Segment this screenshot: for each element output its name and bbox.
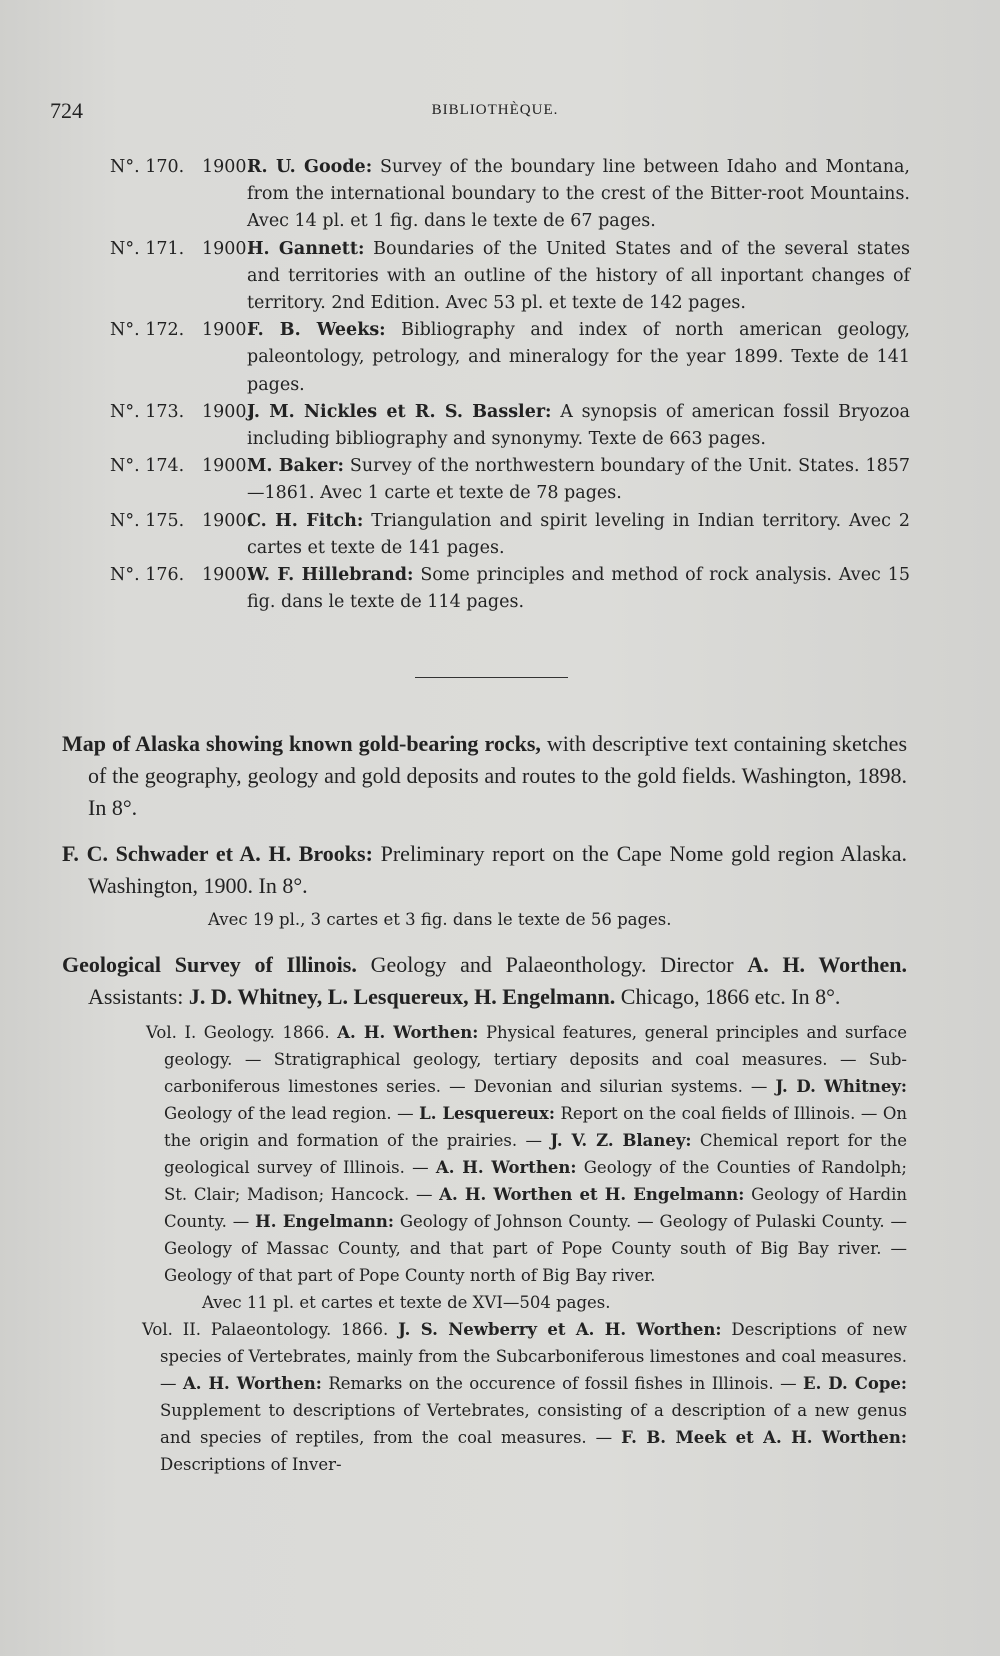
entry-text: A synopsis of american fossil Bryozoa including bibliography and synonymy. Texte de 663 pages. bbox=[247, 401, 910, 450]
entry-author: F. B. Weeks: bbox=[247, 320, 386, 341]
alaska-title: Map of Alaska showing known gold-bearing rocks, bbox=[62, 731, 541, 756]
vol1-author: L. Lesquereux: bbox=[419, 1104, 555, 1123]
vol1-author: H. Engelmann: bbox=[255, 1212, 394, 1231]
entry-text: Survey of the northwestern boundary of the Unit. States. 1857—1861. Avec 1 carte et texte de 78 pages. bbox=[247, 456, 910, 504]
entry-number: N°. 172. bbox=[110, 320, 185, 341]
vol1-text: Geology of the lead region. — bbox=[164, 1104, 420, 1123]
vol1-author: A. H. Worthen: bbox=[337, 1023, 479, 1042]
entry-year: 1900. bbox=[202, 238, 253, 259]
alaska-entry bbox=[62, 728, 907, 824]
list-item bbox=[110, 453, 910, 507]
list-item bbox=[110, 236, 910, 318]
vol1-author: J. V. Z. Blaney: bbox=[550, 1131, 692, 1150]
entry-author: R. U. Goode: bbox=[247, 157, 373, 177]
page-header bbox=[50, 98, 940, 128]
entry-author: H. Gannett: bbox=[247, 238, 365, 259]
entry-number: N°. 175. bbox=[110, 510, 185, 531]
entry-text: Some principles and method of rock analysis. Avec 15 fig. dans le texte de 114 pages. bbox=[247, 565, 910, 613]
vol1-text: Geology of the Counties of Randolph; St. Clair; Madison; Hancock. — bbox=[164, 1158, 907, 1204]
volume-1-note: Avec 11 pl. et cartes et texte de XVI—504 pages. bbox=[202, 1293, 611, 1312]
vol1-author: A. H. Worthen: bbox=[435, 1158, 577, 1177]
section-divider bbox=[415, 677, 568, 678]
alaska-text: with descriptive text containing sketches of the geography, geology and gold deposits and routes to the gold fields. Washington, 1898. In 8°. bbox=[88, 731, 908, 820]
entry-body bbox=[247, 317, 910, 399]
vol1-text: Geology of Johnson County. — Geology of Pulaski County. — Geology of Massac County, and that part of Pope County south of Big Bay river. — Geology of that part of Pope County north of Big Bay river. bbox=[164, 1212, 908, 1285]
entry-number: N°. 174. bbox=[110, 456, 185, 477]
entry-body bbox=[247, 562, 910, 616]
entry-year: 1900. bbox=[202, 320, 253, 341]
entry-body bbox=[247, 508, 910, 562]
vol1-text: Geology of Hardin County. — bbox=[164, 1185, 907, 1231]
entry-year: 1900. bbox=[202, 565, 253, 586]
vol2-text: Remarks on the occurence of fossil fishes in Illinois. — bbox=[321, 1374, 804, 1393]
vol1-author: J. D. Whitney: bbox=[775, 1077, 907, 1096]
entry-number: N°. 171. bbox=[110, 238, 185, 259]
entry-year: 1900. bbox=[202, 157, 253, 177]
entry-body bbox=[247, 399, 910, 453]
vol1-text: Report on the coal fields of Illinois. — On the origin and formation of the prairies. — bbox=[164, 1104, 907, 1150]
vol2-author: J. S. Newberry et A. H. Worthen: bbox=[398, 1320, 722, 1339]
list-item bbox=[110, 562, 910, 616]
entry-year: 1900. bbox=[202, 456, 253, 477]
main-content bbox=[62, 728, 907, 1478]
vol2-text: Descriptions of new species of Vertebrates, mainly from the Subcarboniferous limestones and coal measures. — bbox=[160, 1320, 908, 1393]
entry-text: Survey of the boundary line between Idaho and Montana, from the international boundary to the crest of the Bitter-root Mountains. Avec 14 pl. et 1 fig. dans le texte de 67 pages. bbox=[247, 157, 910, 232]
illinois-director: A. H. Worthen. bbox=[747, 952, 908, 977]
entry-body bbox=[247, 154, 910, 236]
vol2-text: Supplement to descriptions of Vertebrates, consisting of a description of a new genus and species of reptiles, from the coal measures. — bbox=[160, 1401, 907, 1447]
list-item bbox=[110, 317, 910, 399]
entry-body bbox=[247, 453, 910, 507]
volume-1-entry bbox=[62, 1019, 907, 1289]
entry-author: C. H. Fitch: bbox=[247, 510, 364, 531]
entry-text: Bibliography and index of north american geology, paleontology, petrology, and mineralogy for the year 1899. Texte de 141 pages. bbox=[247, 320, 910, 395]
entry-year: 1900. bbox=[202, 510, 253, 531]
entry-author: M. Baker: bbox=[247, 456, 344, 477]
list-item bbox=[110, 154, 910, 236]
vol2-text: Descriptions of Inver- bbox=[160, 1455, 342, 1474]
illinois-assistants: J. D. Whitney, L. Lesquereux, H. Engelmann. bbox=[188, 984, 616, 1009]
vol2-author: E. D. Cope: bbox=[803, 1374, 907, 1393]
illinois-text-1: Geology and Palaeonthology. Director bbox=[356, 952, 748, 977]
vol2-author: A. H. Worthen: bbox=[182, 1374, 322, 1393]
vol1-text: Physical features, general principles and surface geology. — Stratigraphical geology, tertiary deposits and coal measures. — Sub-carboniferous limestones series. — Devonian and silurian systems. — bbox=[164, 1023, 907, 1096]
volume-2-entry bbox=[62, 1316, 907, 1478]
series-list bbox=[110, 154, 910, 616]
list-item bbox=[110, 508, 910, 562]
entry-number: N°. 176. bbox=[110, 565, 185, 586]
entry-year: 1900. bbox=[202, 401, 253, 422]
entry-author: J. M. Nickles et R. S. Bassler: bbox=[247, 401, 552, 422]
entry-body bbox=[247, 236, 910, 318]
schwader-authors: F. C. Schwader et A. H. Brooks: bbox=[62, 841, 373, 866]
page-number: 724 bbox=[50, 98, 83, 123]
vol2-author: F. B. Meek et A. H. Worthen: bbox=[621, 1428, 907, 1447]
list-item bbox=[110, 399, 910, 453]
vol1-text: Vol. I. Geology. 1866. bbox=[146, 1023, 338, 1042]
illinois-title: Geological Survey of Illinois. bbox=[62, 952, 357, 977]
entry-text: Triangulation and spirit leveling in Indian territory. Avec 2 cartes et texte de 141 pages. bbox=[247, 510, 910, 558]
vol1-author: A. H. Worthen et H. Engelmann: bbox=[439, 1185, 745, 1204]
illinois-text-2: Assistants: bbox=[88, 984, 189, 1009]
vol2-text: Vol. II. Palaeontology. 1866. bbox=[142, 1320, 399, 1339]
schwader-text: Preliminary report on the Cape Nome gold region Alaska. Washington, 1900. In 8°. bbox=[88, 841, 908, 898]
schwader-note: Avec 19 pl., 3 cartes et 3 fig. dans le texte de 56 pages. bbox=[208, 910, 672, 929]
entry-number: N°. 173. bbox=[110, 401, 185, 422]
running-title: BIBLIOTHÈQUE. bbox=[431, 102, 559, 118]
schwader-entry bbox=[62, 838, 907, 902]
entry-text: Boundaries of the United States and of the several states and territories with an outline of the history of all inportant changes of territory. 2nd Edition. Avec 53 pl. et texte de 142 pages. bbox=[247, 238, 911, 314]
entry-number: N°. 170. bbox=[110, 157, 185, 177]
entry-author: W. F. Hillebrand: bbox=[247, 565, 414, 586]
vol1-text: Chemical report for the geological survey of Illinois. — bbox=[164, 1131, 907, 1177]
illinois-entry bbox=[62, 949, 907, 1013]
illinois-text-3: Chicago, 1866 etc. In 8°. bbox=[615, 984, 841, 1009]
